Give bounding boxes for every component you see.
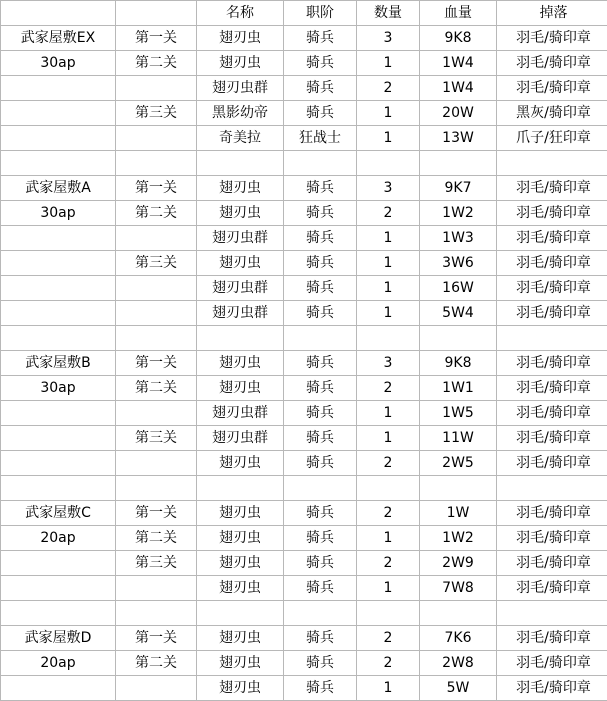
enemy-count-cell: 1	[357, 401, 420, 426]
enemy-hp-cell: 9K7	[420, 176, 497, 201]
enemy-drop-cell: 羽毛/骑印章	[497, 276, 607, 301]
enemy-class-cell: 骑兵	[284, 401, 357, 426]
empty-cell	[357, 476, 420, 501]
table-row	[1, 101, 607, 126]
enemy-class-cell: 骑兵	[284, 201, 357, 226]
area-name-cell	[1, 426, 116, 451]
enemy-drop-cell: 羽毛/骑印章	[497, 576, 607, 601]
table-header-row	[1, 1, 607, 26]
empty-cell	[420, 151, 497, 176]
stage-cell	[116, 576, 197, 601]
enemy-count-cell: 1	[357, 676, 420, 701]
enemy-count-cell: 2	[357, 626, 420, 651]
stage-cell	[116, 126, 197, 151]
enemy-name-cell: 翅刃虫	[197, 576, 284, 601]
table-row	[1, 551, 607, 576]
table-spacer-row	[1, 151, 607, 176]
stage-cell	[116, 451, 197, 476]
empty-cell	[197, 601, 284, 626]
enemy-class-cell: 骑兵	[284, 426, 357, 451]
enemy-drop-cell: 羽毛/骑印章	[497, 76, 607, 101]
enemy-name-cell: 奇美拉	[197, 126, 284, 151]
enemy-count-cell: 2	[357, 76, 420, 101]
area-name-cell	[1, 251, 116, 276]
area-name-cell: 30ap	[1, 376, 116, 401]
table-spacer-row	[1, 476, 607, 501]
stage-cell: 第二关	[116, 201, 197, 226]
stage-cell: 第二关	[116, 651, 197, 676]
empty-cell	[116, 601, 197, 626]
empty-cell	[497, 151, 607, 176]
stage-cell: 第二关	[116, 51, 197, 76]
enemy-name-cell: 翅刃虫群	[197, 401, 284, 426]
enemy-name-cell: 翅刃虫	[197, 451, 284, 476]
empty-cell	[284, 151, 357, 176]
empty-cell	[116, 476, 197, 501]
enemy-name-cell: 翅刃虫	[197, 351, 284, 376]
enemy-name-cell: 翅刃虫	[197, 626, 284, 651]
enemy-name-cell: 翅刃虫	[197, 526, 284, 551]
enemy-hp-cell: 5W	[420, 676, 497, 701]
enemy-name-cell: 翅刃虫群	[197, 276, 284, 301]
enemy-count-cell: 1	[357, 226, 420, 251]
enemy-hp-cell: 1W3	[420, 226, 497, 251]
area-name-cell: 武家屋敷B	[1, 351, 116, 376]
stage-cell	[116, 401, 197, 426]
empty-cell	[497, 601, 607, 626]
area-name-cell	[1, 401, 116, 426]
enemy-name-cell: 翅刃虫	[197, 251, 284, 276]
area-name-cell: 武家屋敷C	[1, 501, 116, 526]
enemy-class-cell: 骑兵	[284, 651, 357, 676]
enemy-name-cell: 翅刃虫群	[197, 301, 284, 326]
empty-cell	[420, 476, 497, 501]
stage-cell: 第三关	[116, 426, 197, 451]
enemy-hp-cell: 7K6	[420, 626, 497, 651]
enemy-drop-cell: 羽毛/骑印章	[497, 626, 607, 651]
enemy-drop-cell: 羽毛/骑印章	[497, 351, 607, 376]
table-row	[1, 201, 607, 226]
empty-cell	[284, 476, 357, 501]
table-row	[1, 301, 607, 326]
table-row	[1, 426, 607, 451]
stage-cell: 第二关	[116, 376, 197, 401]
enemy-class-cell: 骑兵	[284, 251, 357, 276]
enemy-class-cell: 骑兵	[284, 76, 357, 101]
stage-cell	[116, 76, 197, 101]
enemy-hp-cell: 2W5	[420, 451, 497, 476]
table-row	[1, 651, 607, 676]
enemy-hp-cell: 5W4	[420, 301, 497, 326]
enemy-class-cell: 骑兵	[284, 526, 357, 551]
enemy-count-cell: 1	[357, 51, 420, 76]
header-hp: 血量	[420, 1, 497, 26]
table-row	[1, 351, 607, 376]
enemy-count-cell: 3	[357, 351, 420, 376]
table-row	[1, 26, 607, 51]
enemy-drop-cell: 黑灰/骑印章	[497, 101, 607, 126]
empty-cell	[1, 476, 116, 501]
stage-cell: 第三关	[116, 551, 197, 576]
table-spacer-row	[1, 326, 607, 351]
table-row	[1, 401, 607, 426]
enemy-name-cell: 翅刃虫	[197, 676, 284, 701]
empty-cell	[1, 326, 116, 351]
enemy-class-cell: 骑兵	[284, 451, 357, 476]
table-row	[1, 451, 607, 476]
enemy-name-cell: 黑影幼帝	[197, 101, 284, 126]
enemy-hp-cell: 2W9	[420, 551, 497, 576]
area-name-cell: 30ap	[1, 201, 116, 226]
enemy-name-cell: 翅刃虫	[197, 501, 284, 526]
enemy-drop-cell: 羽毛/骑印章	[497, 301, 607, 326]
stage-cell: 第一关	[116, 501, 197, 526]
table-row	[1, 376, 607, 401]
enemy-hp-cell: 1W2	[420, 526, 497, 551]
enemy-hp-cell: 9K8	[420, 351, 497, 376]
enemy-count-cell: 2	[357, 651, 420, 676]
enemy-class-cell: 骑兵	[284, 26, 357, 51]
enemy-class-cell: 骑兵	[284, 626, 357, 651]
stage-cell: 第一关	[116, 176, 197, 201]
enemy-drop-cell: 羽毛/骑印章	[497, 26, 607, 51]
stage-cell: 第一关	[116, 351, 197, 376]
enemy-hp-cell: 1W5	[420, 401, 497, 426]
area-name-cell	[1, 301, 116, 326]
enemy-drop-cell: 羽毛/骑印章	[497, 651, 607, 676]
enemy-count-cell: 1	[357, 526, 420, 551]
header-count: 数量	[357, 1, 420, 26]
enemy-name-cell: 翅刃虫	[197, 176, 284, 201]
empty-cell	[284, 326, 357, 351]
area-name-cell: 武家屋敷D	[1, 626, 116, 651]
enemy-name-cell: 翅刃虫群	[197, 226, 284, 251]
table-row	[1, 226, 607, 251]
enemy-drop-cell: 羽毛/骑印章	[497, 526, 607, 551]
enemy-class-cell: 骑兵	[284, 176, 357, 201]
enemy-class-cell: 骑兵	[284, 576, 357, 601]
enemy-drop-cell: 羽毛/骑印章	[497, 51, 607, 76]
enemy-count-cell: 3	[357, 26, 420, 51]
area-name-cell	[1, 126, 116, 151]
enemy-name-cell: 翅刃虫	[197, 651, 284, 676]
enemy-hp-cell: 11W	[420, 426, 497, 451]
enemy-drop-cell: 羽毛/骑印章	[497, 176, 607, 201]
empty-cell	[497, 326, 607, 351]
enemy-count-cell: 2	[357, 201, 420, 226]
enemy-hp-cell: 1W1	[420, 376, 497, 401]
stage-cell	[116, 276, 197, 301]
table-spacer-row	[1, 601, 607, 626]
enemy-hp-cell: 3W6	[420, 251, 497, 276]
empty-cell	[357, 151, 420, 176]
empty-cell	[197, 476, 284, 501]
enemy-count-cell: 1	[357, 251, 420, 276]
enemy-name-cell: 翅刃虫	[197, 376, 284, 401]
area-name-cell: 20ap	[1, 651, 116, 676]
enemy-drop-cell: 羽毛/骑印章	[497, 251, 607, 276]
empty-cell	[197, 326, 284, 351]
enemy-drop-cell: 爪子/狂印章	[497, 126, 607, 151]
enemy-name-cell: 翅刃虫群	[197, 426, 284, 451]
empty-cell	[357, 601, 420, 626]
table-row	[1, 126, 607, 151]
stage-cell: 第一关	[116, 626, 197, 651]
enemy-name-cell: 翅刃虫群	[197, 76, 284, 101]
stage-cell: 第一关	[116, 26, 197, 51]
enemy-class-cell: 骑兵	[284, 101, 357, 126]
table-row	[1, 576, 607, 601]
table-row	[1, 626, 607, 651]
header-class: 职阶	[284, 1, 357, 26]
area-name-cell	[1, 101, 116, 126]
area-name-cell	[1, 76, 116, 101]
enemy-count-cell: 1	[357, 576, 420, 601]
empty-cell	[116, 326, 197, 351]
enemy-count-cell: 2	[357, 376, 420, 401]
empty-cell	[357, 326, 420, 351]
enemy-class-cell: 骑兵	[284, 376, 357, 401]
enemy-hp-cell: 1W	[420, 501, 497, 526]
enemy-name-cell: 翅刃虫	[197, 551, 284, 576]
table-row	[1, 501, 607, 526]
header-stage	[116, 1, 197, 26]
enemy-class-cell: 骑兵	[284, 51, 357, 76]
enemy-drop-cell: 羽毛/骑印章	[497, 426, 607, 451]
table-row	[1, 676, 607, 701]
enemy-count-cell: 2	[357, 451, 420, 476]
enemy-drop-cell: 羽毛/骑印章	[497, 226, 607, 251]
area-name-cell: 武家屋敷EX	[1, 26, 116, 51]
stage-cell: 第三关	[116, 251, 197, 276]
empty-cell	[420, 326, 497, 351]
enemy-drop-cell: 羽毛/骑印章	[497, 201, 607, 226]
area-name-cell: 30ap	[1, 51, 116, 76]
enemy-count-cell: 1	[357, 276, 420, 301]
empty-cell	[1, 151, 116, 176]
enemy-count-cell: 2	[357, 551, 420, 576]
enemy-hp-cell: 9K8	[420, 26, 497, 51]
enemy-name-cell: 翅刃虫	[197, 201, 284, 226]
empty-cell	[116, 151, 197, 176]
area-name-cell	[1, 226, 116, 251]
table-row	[1, 51, 607, 76]
area-name-cell: 武家屋敷A	[1, 176, 116, 201]
stage-cell	[116, 226, 197, 251]
enemy-hp-cell: 1W4	[420, 51, 497, 76]
enemy-hp-cell: 16W	[420, 276, 497, 301]
empty-cell	[420, 601, 497, 626]
table-row	[1, 276, 607, 301]
enemy-drop-cell: 羽毛/骑印章	[497, 501, 607, 526]
enemy-drop-cell: 羽毛/骑印章	[497, 551, 607, 576]
enemy-hp-cell: 13W	[420, 126, 497, 151]
table-row	[1, 251, 607, 276]
area-name-cell	[1, 676, 116, 701]
enemy-class-cell: 骑兵	[284, 226, 357, 251]
enemy-hp-cell: 2W8	[420, 651, 497, 676]
enemy-class-cell: 狂战士	[284, 126, 357, 151]
enemy-hp-cell: 7W8	[420, 576, 497, 601]
enemy-count-cell: 1	[357, 426, 420, 451]
enemy-drop-cell: 羽毛/骑印章	[497, 451, 607, 476]
area-name-cell: 20ap	[1, 526, 116, 551]
enemy-class-cell: 骑兵	[284, 676, 357, 701]
area-name-cell	[1, 451, 116, 476]
stage-cell: 第三关	[116, 101, 197, 126]
enemy-class-cell: 骑兵	[284, 501, 357, 526]
empty-cell	[497, 476, 607, 501]
header-area	[1, 1, 116, 26]
enemy-name-cell: 翅刃虫	[197, 26, 284, 51]
enemy-name-cell: 翅刃虫	[197, 51, 284, 76]
table-row	[1, 526, 607, 551]
header-name: 名称	[197, 1, 284, 26]
header-drop: 掉落	[497, 1, 607, 26]
enemy-class-cell: 骑兵	[284, 276, 357, 301]
stage-cell	[116, 301, 197, 326]
empty-cell	[1, 601, 116, 626]
stage-cell: 第二关	[116, 526, 197, 551]
empty-cell	[284, 601, 357, 626]
area-name-cell	[1, 551, 116, 576]
area-name-cell	[1, 576, 116, 601]
enemy-class-cell: 骑兵	[284, 301, 357, 326]
empty-cell	[197, 151, 284, 176]
enemy-drop-cell: 羽毛/骑印章	[497, 376, 607, 401]
table-row	[1, 176, 607, 201]
enemy-count-cell: 1	[357, 126, 420, 151]
table-row	[1, 76, 607, 101]
enemy-hp-cell: 1W2	[420, 201, 497, 226]
enemy-count-cell: 1	[357, 301, 420, 326]
enemy-drop-cell: 羽毛/骑印章	[497, 401, 607, 426]
enemy-count-cell: 3	[357, 176, 420, 201]
enemy-count-cell: 1	[357, 101, 420, 126]
enemy-count-cell: 2	[357, 501, 420, 526]
stage-cell	[116, 676, 197, 701]
area-name-cell	[1, 276, 116, 301]
enemy-hp-cell: 20W	[420, 101, 497, 126]
enemy-class-cell: 骑兵	[284, 351, 357, 376]
enemy-drop-cell: 羽毛/骑印章	[497, 676, 607, 701]
enemy-class-cell: 骑兵	[284, 551, 357, 576]
enemy-hp-cell: 1W4	[420, 76, 497, 101]
